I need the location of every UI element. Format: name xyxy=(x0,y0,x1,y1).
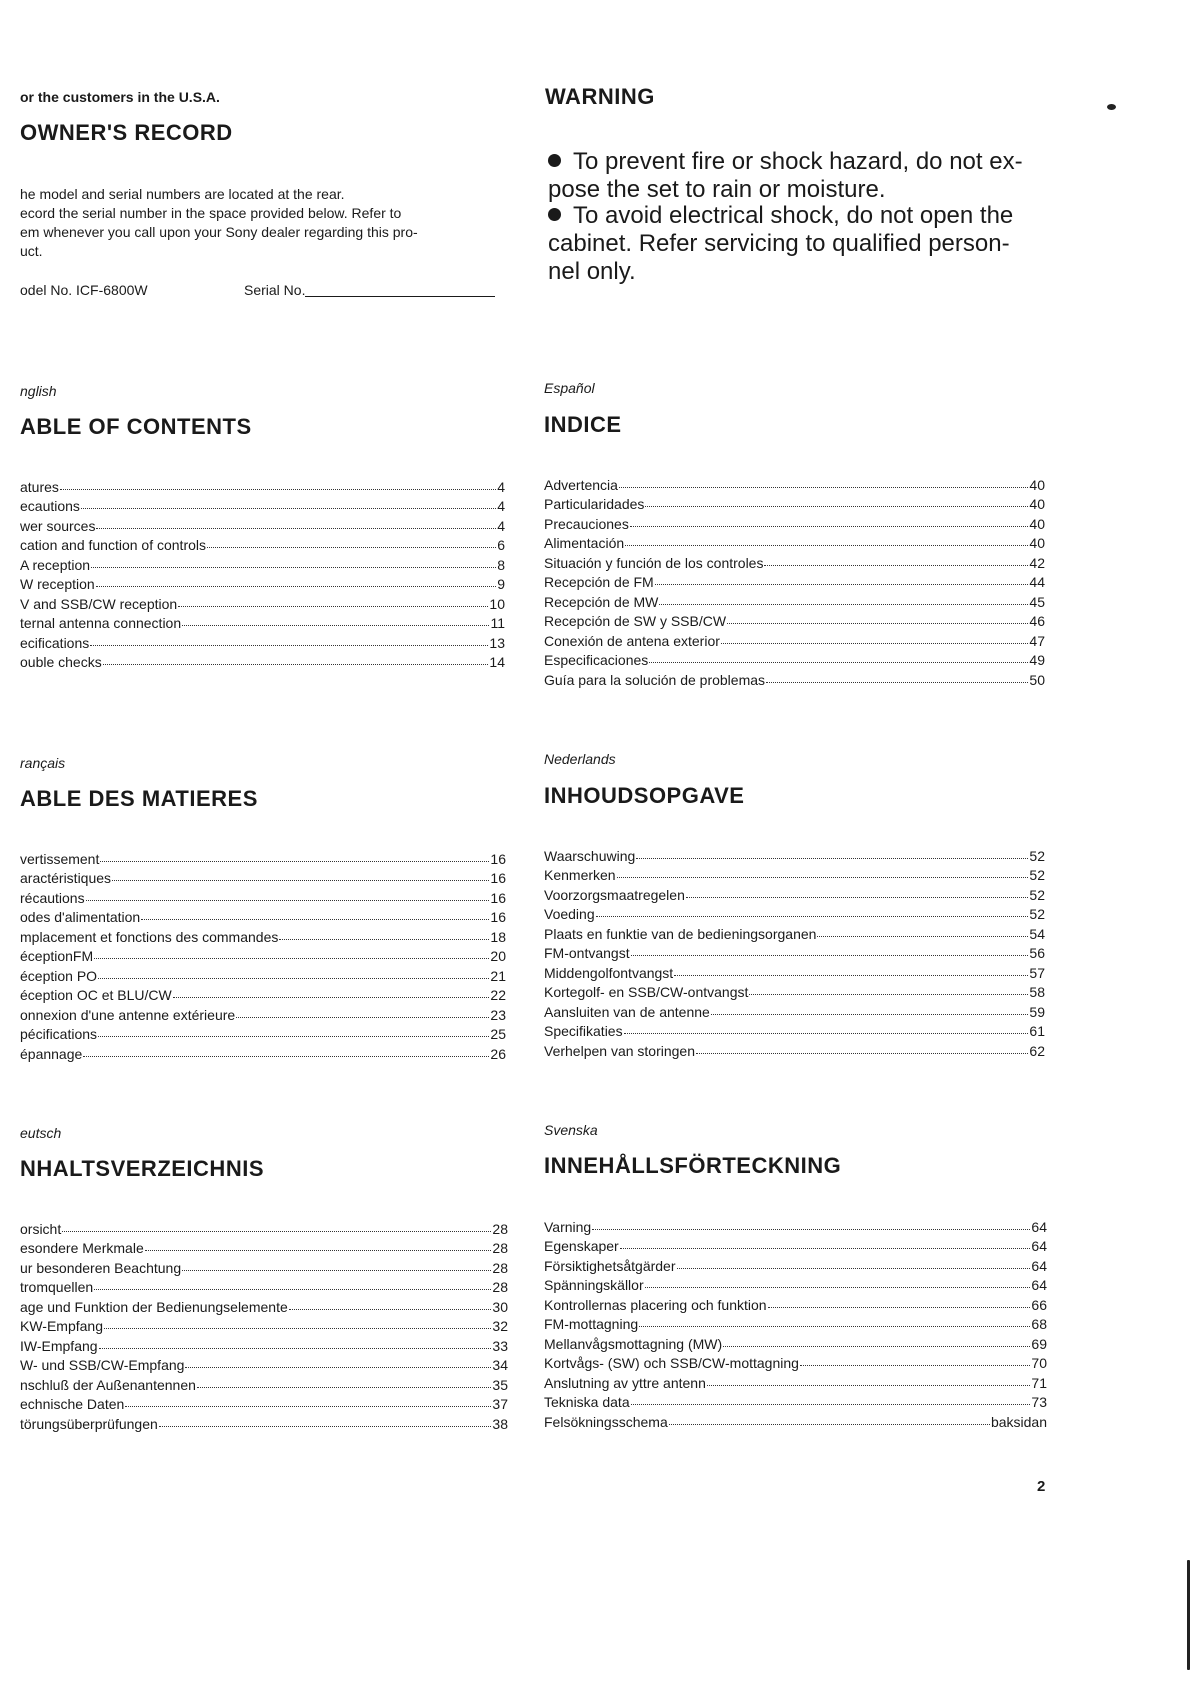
scan-speck xyxy=(1107,104,1116,110)
toc-entry xyxy=(544,629,1045,649)
toc-entry-title: V and SSB/CW reception xyxy=(20,595,178,612)
toc-leader-dots xyxy=(96,586,497,587)
toc-entry-title: Kortvågs- (SW) och SSB/CW-mottagning xyxy=(544,1355,799,1371)
toc-entry-page: 52 xyxy=(1029,847,1045,864)
toc-entry xyxy=(544,1410,1047,1430)
toc-entry-title: éceptionFM xyxy=(20,948,94,964)
toc-entry-page: 69 xyxy=(1031,1335,1047,1352)
swedish-language-label: Svenska xyxy=(544,1122,598,1138)
toc-entry xyxy=(544,844,1045,864)
toc-entry-title: ur besonderen Beachtung xyxy=(20,1259,182,1276)
toc-entry-page: 49 xyxy=(1029,652,1045,668)
page-number: 2 xyxy=(1037,1478,1046,1495)
warning-text-1: To prevent fire or shock hazard, do not ex- pose the set to rain or moisture. xyxy=(548,148,1023,203)
toc-entry-title: vertissement xyxy=(20,850,100,867)
toc-entry xyxy=(20,651,505,671)
toc-entry-title: Waarschuwing xyxy=(544,847,636,864)
german-toc-title: NHALTSVERZEICHNIS xyxy=(20,1156,264,1181)
toc-entry-page: 9 xyxy=(497,576,505,592)
swedish-toc-list xyxy=(544,1215,1047,1430)
toc-entry-page: 21 xyxy=(490,967,506,984)
toc-entry xyxy=(20,945,506,965)
paragraph-line: he model and serial numbers are located at the rear. xyxy=(20,186,345,202)
toc-entry-title: wer sources xyxy=(20,517,96,534)
toc-entry xyxy=(20,1393,508,1413)
toc-entry-title: Mellanvågsmottagning (MW) xyxy=(544,1335,723,1352)
toc-entry xyxy=(544,864,1045,884)
toc-entry-title: Middengolfontvangst xyxy=(544,964,674,981)
toc-entry xyxy=(20,1412,508,1432)
warning-item-2 xyxy=(548,202,1048,286)
toc-entry-page: 28 xyxy=(492,1240,508,1256)
toc-leader-dots xyxy=(178,606,488,607)
toc-entry-title: esondere Merkmale xyxy=(20,1240,144,1256)
toc-entry-page: 64 xyxy=(1031,1238,1047,1254)
dutch-language-label: Nederlands xyxy=(544,751,616,767)
toc-entry xyxy=(544,551,1045,571)
toc-entry-page: 71 xyxy=(1031,1374,1047,1391)
spanish-toc-list xyxy=(544,473,1045,688)
toc-entry-title: orsicht xyxy=(20,1220,62,1237)
toc-leader-dots xyxy=(173,997,490,998)
toc-entry-page: 28 xyxy=(492,1259,508,1276)
toc-entry xyxy=(20,1237,508,1257)
toc-entry-page: 73 xyxy=(1031,1394,1047,1410)
toc-entry-title: Situación y función de los controles xyxy=(544,554,764,571)
toc-entry-title: W- und SSB/CW-Empfang xyxy=(20,1357,185,1373)
toc-entry-title: tromquellen xyxy=(20,1279,94,1295)
toc-entry-title: Plaats en funktie van de bedieningsorganen xyxy=(544,925,817,942)
toc-entry xyxy=(20,592,505,612)
toc-leader-dots xyxy=(112,880,489,881)
toc-leader-dots xyxy=(617,877,1029,878)
toc-entry-title: ecautions xyxy=(20,498,80,514)
owners-record-intro: or the customers in the U.S.A. xyxy=(20,89,220,105)
toc-entry xyxy=(20,906,506,926)
toc-leader-dots xyxy=(94,1289,491,1290)
toc-leader-dots xyxy=(749,994,1028,995)
scan-edge-mark xyxy=(1187,1560,1190,1670)
toc-entry-page: 64 xyxy=(1031,1277,1047,1293)
toc-leader-dots xyxy=(99,1348,492,1349)
toc-leader-dots xyxy=(103,664,489,665)
toc-entry xyxy=(20,612,505,632)
toc-entry-title: Recepción de MW xyxy=(544,593,659,610)
spanish-language-label: Español xyxy=(544,380,595,396)
toc-entry xyxy=(20,1315,508,1335)
toc-entry-page: 14 xyxy=(489,654,505,670)
toc-entry-title: Tekniska data xyxy=(544,1394,630,1410)
toc-leader-dots xyxy=(86,900,490,901)
toc-leader-dots xyxy=(768,1307,1031,1308)
toc-leader-dots xyxy=(800,1365,1030,1366)
toc-leader-dots xyxy=(645,506,1028,507)
toc-leader-dots xyxy=(125,1406,491,1407)
toc-entry-title: Kontrollernas placering och funktion xyxy=(544,1296,767,1313)
toc-leader-dots xyxy=(721,643,1029,644)
toc-entry xyxy=(20,534,505,554)
toc-leader-dots xyxy=(636,858,1028,859)
owners-record-title: OWNER'S RECORD xyxy=(20,120,233,145)
toc-entry-page: 30 xyxy=(492,1298,508,1315)
toc-leader-dots xyxy=(83,1056,489,1057)
toc-entry xyxy=(544,942,1045,962)
toc-entry xyxy=(20,1295,508,1315)
toc-leader-dots xyxy=(94,958,489,959)
french-language-label: rançais xyxy=(20,755,66,771)
toc-entry-page: 68 xyxy=(1031,1316,1047,1332)
french-toc-list xyxy=(20,847,506,1062)
toc-leader-dots xyxy=(98,978,489,979)
toc-entry-page: 57 xyxy=(1029,964,1045,981)
toc-leader-dots xyxy=(619,487,1028,488)
serial-label: Serial No. xyxy=(244,282,306,298)
toc-entry-page: 4 xyxy=(497,478,505,495)
toc-leader-dots xyxy=(645,1287,1031,1288)
toc-entry xyxy=(544,571,1045,591)
toc-entry-title: Conexión de antena exterior xyxy=(544,632,720,649)
toc-entry xyxy=(20,514,505,534)
toc-entry-page: 40 xyxy=(1029,515,1045,532)
toc-leader-dots xyxy=(90,645,488,646)
toc-entry-page: 52 xyxy=(1029,867,1045,883)
toc-entry-page: 10 xyxy=(489,595,505,612)
toc-entry-title: FM-ontvangst xyxy=(544,945,630,961)
toc-entry-title: A reception xyxy=(20,556,91,573)
toc-entry xyxy=(544,473,1045,493)
toc-entry xyxy=(544,1371,1047,1391)
toc-leader-dots xyxy=(596,916,1029,917)
toc-entry xyxy=(20,1276,508,1296)
toc-entry-page: 25 xyxy=(490,1026,506,1042)
toc-entry xyxy=(544,961,1045,981)
serial-number-field xyxy=(244,281,495,300)
toc-entry xyxy=(544,493,1045,513)
toc-entry-page: 66 xyxy=(1031,1296,1047,1313)
toc-entry xyxy=(20,984,506,1004)
toc-entry xyxy=(544,922,1045,942)
toc-entry-title: éception OC et BLU/CW xyxy=(20,987,172,1003)
toc-entry-title: Varning xyxy=(544,1218,592,1235)
toc-entry xyxy=(20,475,505,495)
english-toc-title: ABLE OF CONTENTS xyxy=(20,414,252,439)
toc-leader-dots xyxy=(669,1424,990,1425)
toc-entry xyxy=(20,553,505,573)
toc-leader-dots xyxy=(182,1270,491,1271)
toc-entry-page: 40 xyxy=(1029,476,1045,493)
toc-entry xyxy=(544,610,1045,630)
toc-entry-title: Guía para la solución de problemas xyxy=(544,671,766,688)
swedish-toc-title: INNEHÅLLSFÖRTECKNING xyxy=(544,1153,842,1178)
toc-leader-dots xyxy=(764,565,1028,566)
toc-entry-title: age und Funktion der Bedienungselemente xyxy=(20,1298,288,1315)
toc-leader-dots xyxy=(185,1367,491,1368)
toc-entry-title: Precauciones xyxy=(544,515,629,532)
paragraph-line: uct. xyxy=(20,243,43,259)
toc-entry-title: Spänningskällor xyxy=(544,1277,644,1293)
toc-entry xyxy=(544,512,1045,532)
toc-leader-dots xyxy=(711,1014,1029,1015)
toc-entry-page: 11 xyxy=(490,615,505,631)
toc-entry-title: Recepción de SW y SSB/CW xyxy=(544,613,727,629)
toc-entry xyxy=(544,981,1045,1001)
german-toc-list xyxy=(20,1217,508,1432)
toc-leader-dots xyxy=(145,1250,492,1251)
warning-title: WARNING xyxy=(545,84,655,109)
toc-entry xyxy=(544,1332,1047,1352)
toc-leader-dots xyxy=(625,545,1028,546)
toc-entry-title: Recepción de FM xyxy=(544,574,654,590)
toc-entry-title: onnexion d'une antenne extérieure xyxy=(20,1006,236,1023)
toc-entry xyxy=(544,903,1045,923)
toc-leader-dots xyxy=(141,919,489,920)
toc-entry-page: 64 xyxy=(1031,1257,1047,1274)
warning-text-2: To avoid electrical shock, do not open the cabinet. Refer servicing to qualified person- nel only. xyxy=(548,202,1014,285)
toc-entry-page: 38 xyxy=(492,1415,508,1432)
toc-entry-page: 18 xyxy=(490,928,506,945)
toc-entry-title: Kortegolf- en SSB/CW-ontvangst xyxy=(544,984,749,1000)
toc-entry-title: cation and function of controls xyxy=(20,537,207,553)
toc-entry-page: 4 xyxy=(497,498,505,514)
toc-entry-title: nschluß der Außenantennen xyxy=(20,1376,196,1393)
toc-leader-dots xyxy=(707,1385,1031,1386)
toc-leader-dots xyxy=(639,1326,1030,1327)
french-toc-title: ABLE DES MATIERES xyxy=(20,786,258,811)
serial-blank-line xyxy=(305,296,495,297)
toc-leader-dots xyxy=(696,1053,1028,1054)
toc-entry-title: Felsökningsschema xyxy=(544,1413,668,1430)
model-number: odel No. ICF-6800W xyxy=(20,282,148,298)
dutch-toc-list xyxy=(544,844,1045,1059)
toc-entry-page: 62 xyxy=(1029,1042,1045,1059)
toc-entry-page: baksidan xyxy=(990,1413,1047,1430)
toc-entry-page: 33 xyxy=(492,1337,508,1354)
toc-entry-page: 59 xyxy=(1029,1003,1045,1020)
toc-entry xyxy=(20,1003,506,1023)
dutch-toc-title: INHOUDSOPGAVE xyxy=(544,783,745,808)
toc-entry-page: 22 xyxy=(490,987,506,1003)
paragraph-line: em whenever you call upon your Sony dealer regarding this pro- xyxy=(20,224,418,240)
toc-leader-dots xyxy=(620,1248,1031,1249)
toc-entry xyxy=(20,1334,508,1354)
toc-entry xyxy=(20,1023,506,1043)
toc-entry xyxy=(544,1235,1047,1255)
warning-item-1 xyxy=(548,148,1048,204)
toc-entry xyxy=(544,1215,1047,1235)
toc-entry-title: W reception xyxy=(20,576,95,592)
toc-entry xyxy=(544,1039,1045,1059)
toc-entry-title: IW-Empfang xyxy=(20,1337,98,1354)
toc-leader-dots xyxy=(197,1387,492,1388)
toc-entry-title: pécifications xyxy=(20,1026,98,1042)
toc-entry xyxy=(544,1000,1045,1020)
toc-entry-page: 42 xyxy=(1029,554,1045,571)
toc-entry xyxy=(20,1373,508,1393)
toc-entry-page: 20 xyxy=(490,948,506,964)
toc-entry-title: Alimentación xyxy=(544,535,625,551)
toc-entry-page: 16 xyxy=(490,909,506,925)
toc-entry xyxy=(544,1274,1047,1294)
toc-leader-dots xyxy=(723,1346,1030,1347)
toc-entry xyxy=(20,847,506,867)
toc-entry-page: 58 xyxy=(1029,984,1045,1000)
toc-entry xyxy=(20,867,506,887)
toc-entry-page: 40 xyxy=(1029,535,1045,551)
toc-entry-title: KW-Empfang xyxy=(20,1318,103,1334)
toc-leader-dots xyxy=(104,1328,491,1329)
toc-entry xyxy=(544,883,1045,903)
toc-entry-page: 56 xyxy=(1029,945,1045,961)
toc-leader-dots xyxy=(236,1017,489,1018)
toc-entry-title: Försiktighetsåtgärder xyxy=(544,1257,676,1274)
toc-leader-dots xyxy=(677,1268,1031,1269)
toc-leader-dots xyxy=(159,1426,492,1427)
toc-entry-title: ecifications xyxy=(20,634,90,651)
toc-entry xyxy=(20,1256,508,1276)
toc-leader-dots xyxy=(592,1229,1030,1230)
toc-entry xyxy=(544,1020,1045,1040)
toc-entry xyxy=(544,1254,1047,1274)
toc-entry-title: ternal antenna connection xyxy=(20,615,182,631)
toc-entry-page: 6 xyxy=(497,537,505,553)
toc-entry-page: 47 xyxy=(1029,632,1045,649)
toc-entry xyxy=(20,1354,508,1374)
toc-entry-title: Kenmerken xyxy=(544,867,616,883)
toc-entry-page: 40 xyxy=(1029,496,1045,512)
toc-entry-title: épannage xyxy=(20,1045,83,1062)
toc-leader-dots xyxy=(624,1033,1029,1034)
toc-entry-title: echnische Daten xyxy=(20,1396,125,1412)
toc-entry-page: 50 xyxy=(1029,671,1045,688)
toc-leader-dots xyxy=(727,623,1028,624)
toc-entry xyxy=(20,631,505,651)
toc-entry xyxy=(20,925,506,945)
toc-entry-page: 16 xyxy=(490,870,506,886)
toc-leader-dots xyxy=(62,1231,491,1232)
toc-leader-dots xyxy=(674,975,1028,976)
toc-entry-title: Voeding xyxy=(544,906,595,922)
toc-entry-title: récautions xyxy=(20,889,85,906)
toc-leader-dots xyxy=(289,1309,492,1310)
toc-entry-page: 16 xyxy=(490,850,506,867)
toc-entry-title: odes d'alimentation xyxy=(20,909,141,925)
paragraph-line: ecord the serial number in the space provided below. Refer to xyxy=(20,205,402,221)
toc-leader-dots xyxy=(630,526,1029,527)
toc-leader-dots xyxy=(659,604,1028,605)
toc-entry-title: Egenskaper xyxy=(544,1238,619,1254)
spanish-toc-title: INDICE xyxy=(544,412,622,437)
toc-entry-page: 23 xyxy=(490,1006,506,1023)
toc-entry xyxy=(544,649,1045,669)
toc-leader-dots xyxy=(686,897,1029,898)
toc-entry-page: 61 xyxy=(1029,1023,1045,1039)
toc-entry xyxy=(20,1217,508,1237)
toc-entry xyxy=(20,495,505,515)
toc-entry-page: 64 xyxy=(1031,1218,1047,1235)
toc-entry-page: 52 xyxy=(1029,906,1045,922)
toc-entry-title: Aansluiten van de antenne xyxy=(544,1003,710,1020)
toc-entry-page: 34 xyxy=(492,1357,508,1373)
toc-leader-dots xyxy=(817,936,1028,937)
toc-entry-title: Anslutning av yttre antenn xyxy=(544,1374,706,1391)
toc-leader-dots xyxy=(279,939,489,940)
toc-entry-page: 32 xyxy=(492,1318,508,1334)
toc-entry xyxy=(20,573,505,593)
toc-entry-page: 45 xyxy=(1029,593,1045,610)
toc-entry xyxy=(544,590,1045,610)
toc-entry-title: FM-mottagning xyxy=(544,1316,639,1332)
toc-entry-title: Advertencia xyxy=(544,476,618,493)
toc-entry-title: Voorzorgsmaatregelen xyxy=(544,886,685,903)
toc-leader-dots xyxy=(631,955,1029,956)
toc-entry-title: aractéristiques xyxy=(20,870,112,886)
toc-entry-title: mplacement et fonctions des commandes xyxy=(20,928,279,945)
toc-leader-dots xyxy=(766,682,1028,683)
toc-entry-title: Particularidades xyxy=(544,496,645,512)
toc-entry xyxy=(20,964,506,984)
toc-entry-title: éception PO xyxy=(20,967,98,984)
toc-entry xyxy=(544,1313,1047,1333)
toc-entry-page: 26 xyxy=(490,1045,506,1062)
toc-entry-page: 44 xyxy=(1029,574,1045,590)
toc-entry-title: ouble checks xyxy=(20,654,102,670)
toc-leader-dots xyxy=(96,528,496,529)
toc-entry-title: Specifikaties xyxy=(544,1023,623,1039)
toc-entry-page: 70 xyxy=(1031,1355,1047,1371)
toc-entry-page: 37 xyxy=(492,1396,508,1412)
toc-leader-dots xyxy=(649,662,1028,663)
toc-entry-page: 52 xyxy=(1029,886,1045,903)
toc-entry-page: 13 xyxy=(489,634,505,651)
toc-entry-page: 54 xyxy=(1029,925,1045,942)
toc-entry xyxy=(20,1042,506,1062)
toc-entry xyxy=(544,1352,1047,1372)
toc-entry xyxy=(544,532,1045,552)
bullet-icon xyxy=(548,208,561,221)
toc-entry-page: 28 xyxy=(492,1220,508,1237)
toc-leader-dots xyxy=(182,625,489,626)
toc-entry-title: Verhelpen van storingen xyxy=(544,1042,695,1059)
toc-entry-page: 16 xyxy=(490,889,506,906)
english-toc-list xyxy=(20,475,505,670)
toc-entry xyxy=(544,1293,1047,1313)
toc-entry xyxy=(544,668,1045,688)
german-language-label: eutsch xyxy=(20,1125,62,1141)
toc-entry-title: törungsüberprüfungen xyxy=(20,1415,158,1432)
toc-leader-dots xyxy=(631,1404,1031,1405)
toc-entry xyxy=(544,1391,1047,1411)
toc-leader-dots xyxy=(655,584,1029,585)
toc-leader-dots xyxy=(81,508,496,509)
toc-entry-title: Especificaciones xyxy=(544,652,649,668)
toc-leader-dots xyxy=(60,489,496,490)
toc-entry-page: 46 xyxy=(1029,613,1045,629)
toc-entry-page: 4 xyxy=(497,517,505,534)
toc-leader-dots xyxy=(207,547,496,548)
toc-entry-page: 28 xyxy=(492,1279,508,1295)
toc-entry xyxy=(20,886,506,906)
toc-leader-dots xyxy=(100,861,489,862)
bullet-icon xyxy=(548,154,561,167)
toc-entry-title: atures xyxy=(20,478,59,495)
toc-leader-dots xyxy=(91,567,496,568)
toc-leader-dots xyxy=(98,1036,489,1037)
toc-entry-page: 35 xyxy=(492,1376,508,1393)
english-language-label: nglish xyxy=(20,383,57,399)
toc-entry-page: 8 xyxy=(497,556,505,573)
owners-record-paragraph xyxy=(20,185,508,261)
